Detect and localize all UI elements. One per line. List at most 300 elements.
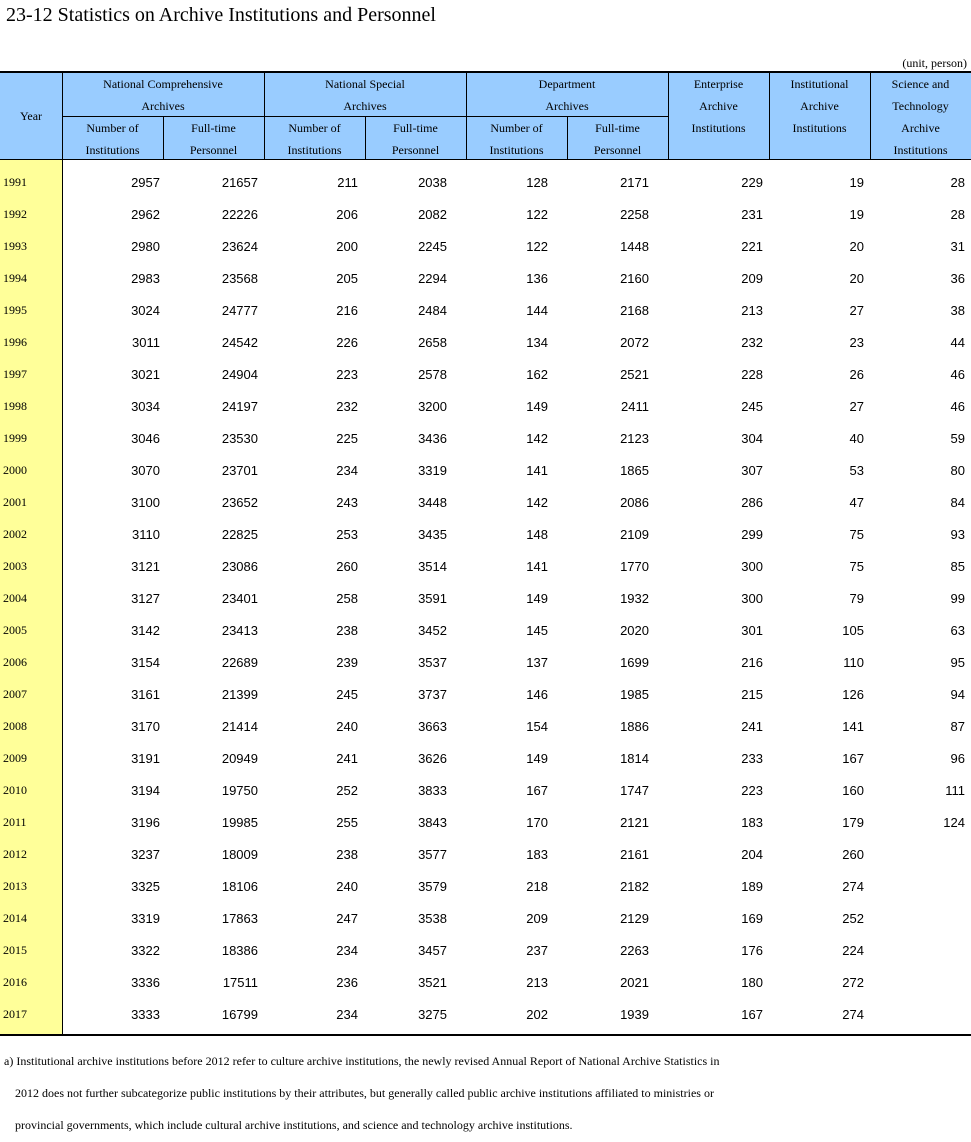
value-cell: 136: [526, 270, 548, 286]
value-cell: 200: [336, 238, 358, 254]
divider: [870, 72, 871, 160]
value-cell: 24777: [221, 302, 258, 318]
table-row: [0, 198, 968, 230]
subheader-nc-fulltime: Full-time Personnel: [189, 121, 238, 157]
value-cell: 2020: [620, 622, 649, 638]
header-national-comprehensive: National Comprehensive Archives: [62, 72, 264, 160]
year-cell: 2006: [3, 654, 27, 669]
table-row: [0, 870, 968, 902]
value-cell: 18106: [221, 878, 258, 894]
value-cell: 144: [526, 302, 548, 318]
value-cell: 27: [849, 398, 864, 414]
value-cell: 3196: [131, 814, 160, 830]
value-cell: 3336: [131, 974, 160, 990]
value-cell: 23652: [221, 494, 258, 510]
value-cell: 224: [842, 942, 864, 958]
value-cell: 1985: [620, 686, 649, 702]
value-cell: 99: [950, 590, 965, 606]
value-cell: 229: [741, 174, 763, 190]
value-cell: 145: [526, 622, 548, 638]
value-cell: 213: [526, 974, 548, 990]
value-cell: 63: [950, 622, 965, 638]
subheader-ns-fulltime: Full-time Personnel: [391, 121, 440, 157]
value-cell: 141: [526, 558, 548, 574]
value-cell: 24197: [221, 398, 258, 414]
value-cell: 2182: [620, 878, 649, 894]
value-cell: 232: [741, 334, 763, 350]
value-cell: 3142: [131, 622, 160, 638]
value-cell: 105: [842, 622, 864, 638]
value-cell: 22825: [221, 526, 258, 542]
value-cell: 3161: [131, 686, 160, 702]
value-cell: 3538: [418, 910, 447, 926]
value-cell: 2021: [620, 974, 649, 990]
divider: [163, 116, 164, 160]
value-cell: 2980: [131, 238, 160, 254]
value-cell: 3626: [418, 750, 447, 766]
value-cell: 1886: [620, 718, 649, 734]
value-cell: 169: [741, 910, 763, 926]
year-cell: 1995: [3, 302, 27, 317]
value-cell: 2258: [620, 206, 649, 222]
value-cell: 237: [526, 942, 548, 958]
value-cell: 3046: [131, 430, 160, 446]
value-cell: 146: [526, 686, 548, 702]
value-cell: 240: [336, 878, 358, 894]
value-cell: 3237: [131, 846, 160, 862]
header-science-technology: Science and Technology Archive Institutions: [870, 72, 971, 160]
value-cell: 53: [849, 462, 864, 478]
value-cell: 2983: [131, 270, 160, 286]
value-cell: 124: [943, 814, 965, 830]
value-cell: 149: [526, 750, 548, 766]
value-cell: 3110: [132, 526, 160, 542]
value-cell: 307: [741, 462, 763, 478]
year-cell: 2010: [3, 782, 27, 797]
year-cell: 2017: [3, 1006, 27, 1021]
year-cell: 1993: [3, 238, 27, 253]
value-cell: 225: [336, 430, 358, 446]
value-cell: 18386: [221, 942, 258, 958]
table-row: [0, 742, 968, 774]
value-cell: 2086: [620, 494, 649, 510]
value-cell: 3319: [418, 462, 447, 478]
value-cell: 3322: [131, 942, 160, 958]
divider: [466, 72, 467, 160]
year-cell: 1991: [3, 174, 27, 189]
value-cell: [867, 934, 968, 966]
value-cell: 274: [842, 1006, 864, 1022]
value-cell: [867, 966, 968, 998]
year-cell: 2001: [3, 494, 27, 509]
subheader-nc-number: Number of Institutions: [85, 121, 140, 157]
value-cell: 134: [526, 334, 548, 350]
value-cell: 252: [336, 782, 358, 798]
value-cell: 22689: [221, 654, 258, 670]
value-cell: 3663: [418, 718, 447, 734]
value-cell: 2578: [418, 366, 447, 382]
value-cell: 87: [950, 718, 965, 734]
value-cell: 47: [849, 494, 864, 510]
header-year: Year: [0, 72, 62, 160]
value-cell: 1932: [620, 590, 649, 606]
subheader-dept-number: Number of Institutions: [489, 121, 544, 157]
value-cell: 2123: [620, 430, 649, 446]
value-cell: 234: [336, 942, 358, 958]
value-cell: 23568: [221, 270, 258, 286]
value-cell: 3154: [131, 654, 160, 670]
value-cell: 300: [741, 590, 763, 606]
header-institutional: Institutional Archive Institutions: [769, 72, 870, 160]
value-cell: 258: [336, 590, 358, 606]
value-cell: 149: [526, 590, 548, 606]
value-cell: 183: [526, 846, 548, 862]
value-cell: [867, 998, 968, 1030]
year-cell: 2005: [3, 622, 27, 637]
unit-label: (unit, person): [902, 56, 967, 70]
value-cell: 20949: [221, 750, 258, 766]
value-cell: 141: [526, 462, 548, 478]
value-cell: 160: [842, 782, 864, 798]
value-cell: 205: [336, 270, 358, 286]
value-cell: 17863: [221, 910, 258, 926]
year-cell: 2003: [3, 558, 27, 573]
table-row: [0, 422, 968, 454]
table-bottom-rule: [0, 1034, 971, 1036]
year-cell: 2004: [3, 590, 27, 605]
year-cell: 1992: [3, 206, 27, 221]
value-cell: 46: [950, 398, 965, 414]
value-cell: 3591: [418, 590, 447, 606]
divider: [567, 116, 568, 160]
value-cell: 141: [842, 718, 864, 734]
value-cell: 85: [950, 558, 965, 574]
value-cell: 272: [842, 974, 864, 990]
value-cell: 59: [950, 430, 965, 446]
value-cell: 28: [950, 174, 965, 190]
value-cell: 2161: [620, 846, 649, 862]
value-cell: 3514: [418, 558, 447, 574]
value-cell: 23624: [221, 238, 258, 254]
value-cell: 22226: [221, 206, 258, 222]
value-cell: 23086: [221, 558, 258, 574]
value-cell: 239: [336, 654, 358, 670]
value-cell: 2168: [620, 302, 649, 318]
value-cell: 3191: [131, 750, 160, 766]
table-row: [0, 902, 968, 934]
value-cell: 232: [336, 398, 358, 414]
footnote-line-2: 2012 does not further subcategorize public institutions by their attributes, but generally called public archive institutions affiliated to ministries or: [15, 1086, 714, 1100]
value-cell: 148: [526, 526, 548, 542]
value-cell: 94: [950, 686, 965, 702]
table-row: [0, 518, 968, 550]
value-cell: 79: [849, 590, 864, 606]
value-cell: 23401: [221, 590, 258, 606]
table-row: [0, 966, 968, 998]
value-cell: 1699: [620, 654, 649, 670]
table-row: [0, 646, 968, 678]
value-cell: 149: [526, 398, 548, 414]
value-cell: 3448: [418, 494, 447, 510]
value-cell: 226: [336, 334, 358, 350]
value-cell: 3127: [131, 590, 160, 606]
value-cell: 3452: [418, 622, 447, 638]
table-row: [0, 806, 968, 838]
value-cell: 1448: [620, 238, 649, 254]
value-cell: 231: [741, 206, 763, 222]
value-cell: 274: [842, 878, 864, 894]
value-cell: 2245: [418, 238, 447, 254]
value-cell: 122: [526, 206, 548, 222]
value-cell: 3435: [418, 526, 447, 542]
value-cell: 2957: [131, 174, 160, 190]
table-row: [0, 998, 968, 1030]
value-cell: 3737: [418, 686, 447, 702]
value-cell: 236: [336, 974, 358, 990]
value-cell: 216: [336, 302, 358, 318]
value-cell: 75: [849, 526, 864, 542]
value-cell: 255: [336, 814, 358, 830]
value-cell: 304: [741, 430, 763, 446]
value-cell: 24904: [221, 366, 258, 382]
value-cell: 286: [741, 494, 763, 510]
table-row: [0, 454, 968, 486]
value-cell: 170: [526, 814, 548, 830]
value-cell: 23701: [221, 462, 258, 478]
year-cell: 2016: [3, 974, 27, 989]
value-cell: 2160: [620, 270, 649, 286]
value-cell: 2129: [620, 910, 649, 926]
value-cell: 2171: [620, 174, 649, 190]
value-cell: 3011: [132, 334, 160, 350]
table-row: [0, 838, 968, 870]
value-cell: 2411: [621, 398, 649, 414]
value-cell: 122: [526, 238, 548, 254]
year-cell: 1996: [3, 334, 27, 349]
value-cell: 247: [336, 910, 358, 926]
value-cell: 23413: [221, 622, 258, 638]
divider: [264, 72, 265, 160]
value-cell: 31: [950, 238, 965, 254]
value-cell: 167: [842, 750, 864, 766]
value-cell: 253: [336, 526, 358, 542]
value-cell: 1747: [620, 782, 649, 798]
divider: [769, 72, 770, 160]
value-cell: 96: [950, 750, 965, 766]
year-cell: 2014: [3, 910, 27, 925]
value-cell: 3194: [131, 782, 160, 798]
value-cell: 36: [950, 270, 965, 286]
value-cell: 3521: [418, 974, 447, 990]
subheader-ns-number: Number of Institutions: [287, 121, 342, 157]
value-cell: 3021: [131, 366, 160, 382]
data-table: [0, 166, 968, 1030]
header-department: Department Archives: [466, 72, 668, 160]
table-row: [0, 326, 968, 358]
table-row: [0, 614, 968, 646]
footnote-line-3: provincial governments, which include cultural archive institutions, and science and technology archive institutions.: [15, 1118, 573, 1132]
value-cell: 142: [526, 430, 548, 446]
value-cell: 216: [741, 654, 763, 670]
value-cell: 228: [741, 366, 763, 382]
value-cell: 260: [336, 558, 358, 574]
table-row: [0, 710, 968, 742]
value-cell: 24542: [221, 334, 258, 350]
value-cell: 300: [741, 558, 763, 574]
table-row: [0, 262, 968, 294]
value-cell: 221: [741, 238, 763, 254]
value-cell: 2263: [620, 942, 649, 958]
page-title: 23-12 Statistics on Archive Institutions and Personnel: [6, 4, 436, 26]
value-cell: 2521: [620, 366, 649, 382]
value-cell: 3034: [131, 398, 160, 414]
value-cell: 2072: [620, 334, 649, 350]
value-cell: 204: [741, 846, 763, 862]
value-cell: [867, 838, 968, 870]
value-cell: 3070: [131, 462, 160, 478]
table-top-rule: [0, 71, 971, 73]
value-cell: 240: [336, 718, 358, 734]
value-cell: 245: [336, 686, 358, 702]
value-cell: 75: [849, 558, 864, 574]
value-cell: 189: [741, 878, 763, 894]
value-cell: 176: [741, 942, 763, 958]
value-cell: 20: [849, 270, 864, 286]
value-cell: 3333: [131, 1006, 160, 1022]
value-cell: 3319: [131, 910, 160, 926]
value-cell: [867, 870, 968, 902]
footnote-line-1: a) Institutional archive institutions before 2012 refer to culture archive institutions, the newly revised Annual Report of National Archive Statistics in: [4, 1054, 720, 1068]
table-row: [0, 582, 968, 614]
value-cell: 142: [526, 494, 548, 510]
value-cell: 243: [336, 494, 358, 510]
table-row: [0, 486, 968, 518]
value-cell: 110: [843, 654, 864, 670]
value-cell: 179: [842, 814, 864, 830]
value-cell: 180: [741, 974, 763, 990]
value-cell: 301: [741, 622, 763, 638]
value-cell: 126: [842, 686, 864, 702]
value-cell: 80: [950, 462, 965, 478]
divider: [62, 72, 63, 160]
value-cell: 1770: [620, 558, 649, 574]
value-cell: 223: [741, 782, 763, 798]
value-cell: 245: [741, 398, 763, 414]
header-national-special: National Special Archives: [264, 72, 466, 160]
value-cell: 213: [741, 302, 763, 318]
value-cell: 218: [526, 878, 548, 894]
value-cell: 21414: [221, 718, 258, 734]
value-cell: 1939: [620, 1006, 649, 1022]
year-cell: 2008: [3, 718, 27, 733]
value-cell: 95: [950, 654, 965, 670]
table-row: [0, 934, 968, 966]
value-cell: 17511: [222, 974, 258, 990]
value-cell: [867, 902, 968, 934]
value-cell: 167: [741, 1006, 763, 1022]
table-row: [0, 774, 968, 806]
subheader-dept-fulltime: Full-time Personnel: [593, 121, 642, 157]
header-bottom-rule: [0, 159, 971, 160]
value-cell: 238: [336, 622, 358, 638]
value-cell: 3579: [418, 878, 447, 894]
value-cell: 215: [741, 686, 763, 702]
value-cell: 234: [336, 462, 358, 478]
value-cell: 2082: [418, 206, 447, 222]
value-cell: 167: [526, 782, 548, 798]
value-cell: 2294: [418, 270, 447, 286]
value-cell: 26: [849, 366, 864, 382]
table-row: [0, 678, 968, 710]
value-cell: 44: [950, 334, 965, 350]
value-cell: 3024: [131, 302, 160, 318]
value-cell: 16799: [221, 1006, 258, 1022]
year-cell: 2013: [3, 878, 27, 893]
value-cell: 183: [741, 814, 763, 830]
value-cell: 2109: [620, 526, 649, 542]
year-cell: 2009: [3, 750, 27, 765]
value-cell: 209: [741, 270, 763, 286]
value-cell: 20: [849, 238, 864, 254]
value-cell: 128: [526, 174, 548, 190]
value-cell: 38: [950, 302, 965, 318]
value-cell: 84: [950, 494, 965, 510]
value-cell: 209: [526, 910, 548, 926]
year-cell: 2011: [3, 814, 27, 829]
value-cell: 2121: [620, 814, 649, 830]
value-cell: 19750: [221, 782, 258, 798]
value-cell: 3275: [418, 1006, 447, 1022]
value-cell: 23: [849, 334, 864, 350]
value-cell: 19: [849, 174, 864, 190]
year-cell: 1998: [3, 398, 27, 413]
value-cell: 23530: [221, 430, 258, 446]
value-cell: 3457: [418, 942, 447, 958]
table-row: [0, 166, 968, 198]
value-cell: 2038: [418, 174, 447, 190]
value-cell: 111: [945, 782, 965, 798]
value-cell: 21399: [221, 686, 258, 702]
value-cell: 3200: [418, 398, 447, 414]
value-cell: 223: [336, 366, 358, 382]
value-cell: 28: [950, 206, 965, 222]
value-cell: 3577: [418, 846, 447, 862]
year-cell: 2012: [3, 846, 27, 861]
value-cell: 21657: [221, 174, 258, 190]
value-cell: 40: [849, 430, 864, 446]
value-cell: 202: [526, 1006, 548, 1022]
header-enterprise: Enterprise Archive Institutions: [668, 72, 769, 160]
value-cell: 234: [336, 1006, 358, 1022]
value-cell: 154: [526, 718, 548, 734]
value-cell: 137: [526, 654, 548, 670]
value-cell: 3843: [418, 814, 447, 830]
table-row: [0, 230, 968, 262]
value-cell: 3537: [418, 654, 447, 670]
value-cell: 3325: [131, 878, 160, 894]
value-cell: 260: [842, 846, 864, 862]
value-cell: 2962: [131, 206, 160, 222]
year-cell: 1997: [3, 366, 27, 381]
value-cell: 19985: [221, 814, 258, 830]
value-cell: 27: [849, 302, 864, 318]
value-cell: 241: [741, 718, 763, 734]
value-cell: 3121: [131, 558, 160, 574]
table-row: [0, 390, 968, 422]
value-cell: 18009: [221, 846, 258, 862]
year-cell: 1994: [3, 270, 27, 285]
value-cell: 206: [336, 206, 358, 222]
